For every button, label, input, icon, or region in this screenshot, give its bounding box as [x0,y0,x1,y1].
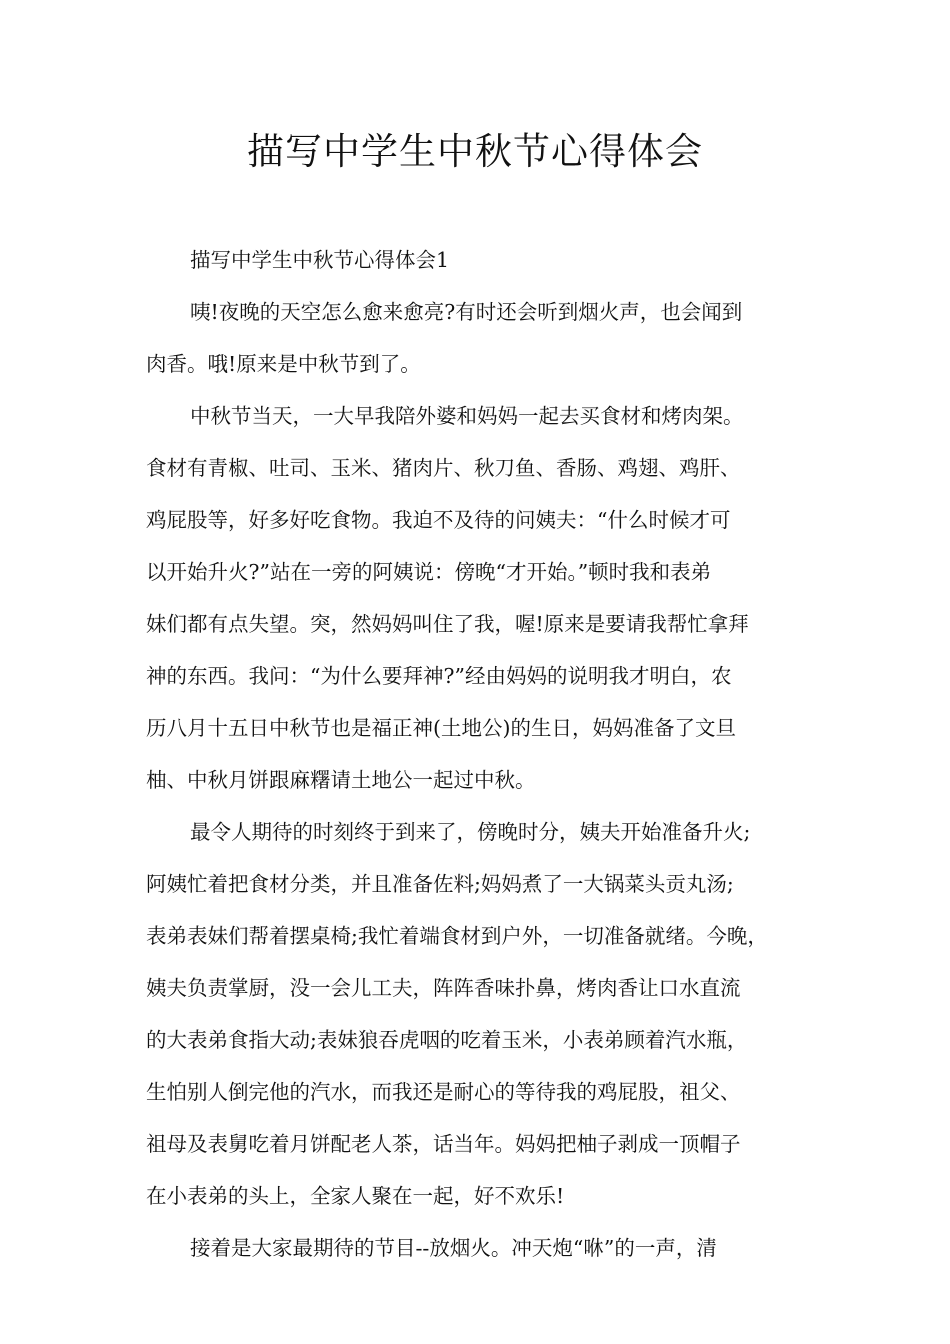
text-line: 姨夫负责掌厨，没一会儿工夫，阵阵香味扑鼻，烤肉香让口水直流 [146,976,741,1000]
text-line: 咦!夜晚的天空怎么愈来愈亮?有时还会听到烟火声，也会闻到 [190,300,743,324]
text-line: 历八月十五日中秋节也是福正神(土地公)的生日，妈妈准备了文旦 [146,716,736,740]
text-line: 鸡屁股等，好多好吃食物。我迫不及待的问姨夫：“什么时候才可 [146,508,731,532]
text-line: 柚、中秋月饼跟麻糬请土地公一起过中秋。 [146,768,536,792]
text-line: 食材有青椒、吐司、玉米、猪肉片、秋刀鱼、香肠、鸡翅、鸡肝、 [146,456,741,480]
text-line: 最令人期待的时刻终于到来了，傍晚时分，姨夫开始准备升火; [190,820,751,844]
text-line: 中秋节当天，一大早我陪外婆和妈妈一起去买食材和烤肉架。 [190,404,744,428]
text-line: 肉香。哦!原来是中秋节到了。 [146,352,421,376]
text-line: 祖母及表舅吃着月饼配老人茶，话当年。妈妈把柚子剥成一顶帽子 [146,1132,741,1156]
document-body [146,234,820,1274]
document-title: 描写中学生中秋节心得体会 [247,130,703,173]
text-line: 描写中学生中秋节心得体会1 [190,248,450,272]
text-line: 神的东西。我问：“为什么要拜神?”经由妈妈的说明我才明白，农 [146,664,732,688]
text-line: 妹们都有点失望。突，然妈妈叫住了我，喔!原来是要请我帮忙拿拜 [146,612,749,636]
text-line: 以开始升火?”站在一旁的阿姨说：傍晚“才开始。”顿时我和表弟 [146,560,712,584]
text-line: 生怕别人倒完他的汽水，而我还是耐心的等待我的鸡屁股，祖父、 [146,1080,741,1104]
text-line: 接着是大家最期待的节目--放烟火。冲天炮“咻”的一声，清 [190,1236,717,1260]
text-line: 的大表弟食指大动;表妹狼吞虎咽的吃着玉米，小表弟顾着汽水瓶， [146,1028,748,1052]
text-line: 阿姨忙着把食材分类，并且准备佐料;妈妈煮了一大锅菜头贡丸汤; [146,872,734,896]
text-line: 在小表弟的头上，全家人聚在一起，好不欢乐! [146,1184,565,1208]
text-line: 表弟表妹们帮着摆桌椅;我忙着端食材到户外，一切准备就绪。今晚， [146,924,768,948]
